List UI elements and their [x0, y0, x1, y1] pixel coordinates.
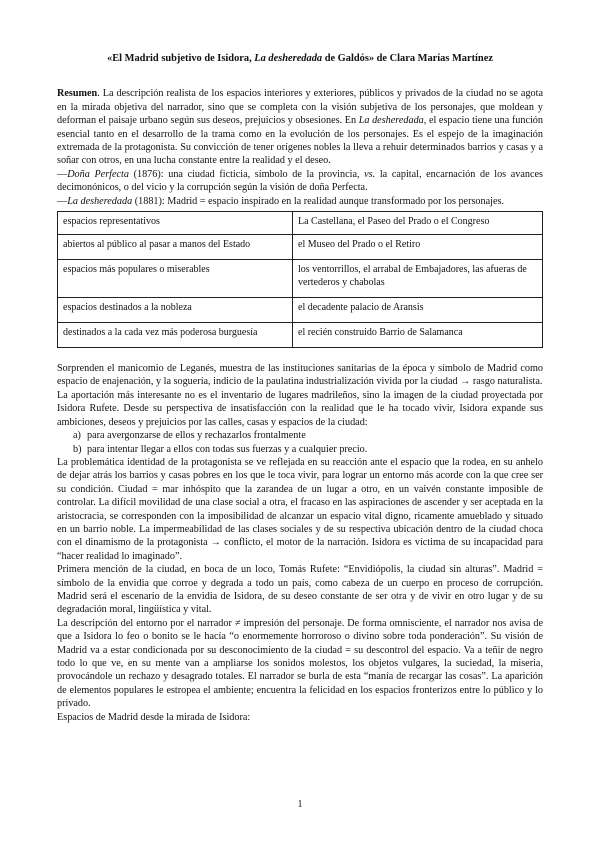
paragraph-envidiopolis: Primera mención de la ciudad, en boca de un loco, Tomás Rufete: “Envidiópolis, la ciudad sin alturas”. Madrid = símbolo de la envidia que corroe y degrada a todo un país, como cabeza de un cuerpo en proceso de corrupción. Madrid será el escenario de la envidia de Isidora, de su deseo constante de ser otra y de vivir en otro lugar y de su degradación moral, lingüística y vital. — [57, 564, 543, 616]
table-cell: los ventorrillos, el arrabal de Embajadores, las afueras de vertederos y chabolas — [293, 260, 543, 298]
paragraph-identidad: La problemática identidad de la protagonista se ve reflejada en su reacción ante el espacio que la rodea, en su anhelo de dejar atrás los barrios y casas pobres en los que le toca vivir, para lograr un entorno más acorde con la que cree ser su condición. Ciudad = mar inhóspito que la zarandea de un lugar a otro, en un vaivén constante imposible de controlar. La difícil movilidad de una clase social a otra, el fracaso en las aspiraciones de ascender y ser aceptada en la aristocracia, se corresponden con la imposibilidad de alcanzar un espacio vital digno, ricamente amueblado y situado en un barrio noble. La impermeabilidad de las clases sociales y de su respectiva ubicación dentro de la ciudad choca con el dinamismo de la protagonista → conflicto, el motor de la narración. Isidora es víctima de su incapacidad para “hacer realidad lo imaginado”. — [57, 456, 543, 562]
spaces-table — [57, 211, 543, 348]
paragraph-descripcion: La descripción del entorno por el narrador ≠ impresión del personaje. De forma omnisciente, el narrador nos avisa de que a Isidora lo feo o bonito se le hacía “o enormemente horroroso o divino sobre toda ponderación”. Su visión de Madrid va a estar condicionada por su desconocimiento de la ciudad = su descontrol del espacio. Va a teñir de negro todo lo que ve, en su mente van a ampliarse los sonidos molestos, los objetos vulgares, la suciedad, la miseria, provocándole un rechazo y desagrado totales. El narrador se burla de esta “manía de recargar las cosas”. La aparición de elementos populares le estropea el ambiente; encuentra la felicidad en los espacios fronterizos entre lo público y lo privado. — [57, 617, 543, 710]
summary-label: Resumen — [57, 88, 98, 100]
table-cell: espacios destinados a la nobleza — [58, 298, 293, 323]
table-cell: destinados a la cada vez más poderosa burguesía — [58, 323, 293, 348]
table-row — [58, 235, 543, 260]
table-row — [58, 260, 543, 298]
list-marker: a) — [73, 430, 81, 442]
table-row — [58, 212, 543, 235]
table-row — [58, 323, 543, 348]
table-cell: el decadente palacio de Aransis — [293, 298, 543, 323]
page-number: 1 — [297, 799, 303, 810]
summary-paragraph: Resumen. La descripción realista de los espacios interiores y exteriores, públicos y privados de la ciudad no se agota en la mirada objetiva del narrador, sino que se completa con la visión subjetiva de los personajes, que moldean y deforman el paisaje urbano según sus deseos, prejuicios y obsesiones. En La desheredada, el espacio tiene una función esencial tanto en el desarrollo de la trama como en la evolución de los personajes. Es el espejo de la imaginación extremada de la protagonista. Su convicción de tener orígenes nobles la lleva a rehuir determinados barrios y casas y a soñar con otros, en una lucha constante entre la realidad y el deseo. — [57, 88, 543, 167]
perfecta-paragraph: —Doña Perfecta (1876): una ciudad ficticia, símbolo de la provincia, vs. la capital, encarnación de los avances decimonónicos, o del vicio y la corrupción según la visión de doña Perfecta. — [57, 168, 543, 194]
list-marker: b) — [73, 443, 82, 455]
table-cell: abiertos al público al pasar a manos del Estado — [58, 235, 293, 260]
paragraph-manicomio: Sorprenden el manicomio de Leganés, muestra de las instituciones sanitarias de la época y símbolo de Madrid como espacio de enajenación, y la soguería, indicio de la paulatina industrialización vivida por la ciudad → rasgo naturalista. — [57, 363, 543, 388]
list-item: b) para intentar llegar a ellos con todas sus fuerzas y a cualquier precio. — [73, 443, 368, 455]
table-cell: espacios representativos — [58, 212, 293, 235]
table-cell: La Castellana, el Paseo del Prado o el Congreso — [293, 212, 543, 235]
ambitions-list — [57, 429, 543, 456]
desheredada-line: —La desheredada (1881): Madrid = espacio inspirado en la realidad aunque transformado por los personajes. — [57, 195, 505, 207]
list-item: a) para avergonzarse de ellos y rechazarlos frontalmente — [73, 430, 306, 442]
paragraph-espacios: Espacios de Madrid desde la mirada de Isidora: — [57, 711, 251, 723]
table-cell: el Museo del Prado o el Retiro — [293, 235, 543, 260]
paragraph-aportacion: La aportación más interesante no es el inventario de lugares madrileños, sino la imagen de la ciudad proyectada por Isidora Rufete. Desde su perspectiva de insatisfacción con la realidad que le ha tocado vivir, Isidora expande sus ambiciones, deseos y prejuicios por las calles, casas y espacios de la ciudad: — [57, 389, 543, 428]
table-cell: el recién construido Barrio de Salamanca — [293, 323, 543, 348]
table-row — [58, 298, 543, 323]
table-cell: espacios más populares o miserables — [58, 260, 293, 298]
document-title: «El Madrid subjetivo de Isidora, La desheredada de Galdós» de Clara Marías Martínez — [107, 53, 493, 64]
